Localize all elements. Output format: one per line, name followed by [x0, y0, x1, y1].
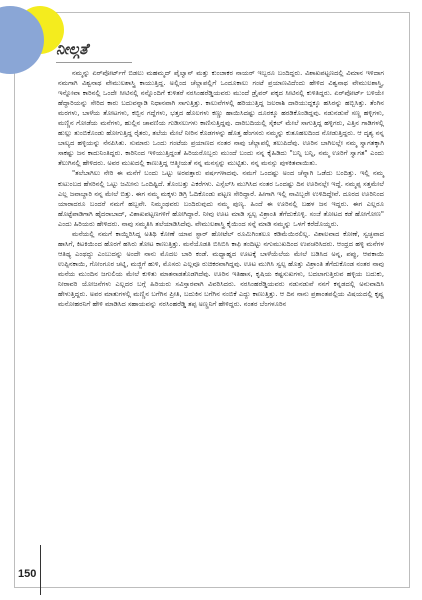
heading-underline: [56, 62, 132, 63]
body-text: [58, 68, 384, 309]
page-heading: ನೀಲ್ಗತೆ: [56, 40, 88, 58]
margin-rule: [40, 545, 41, 595]
page-number: 150: [18, 568, 37, 580]
paragraph: ನಮ್ಮನ್ನು ಏರ್‌ಪೋರ್ಟ್‌ಗೆ ಬಿಡಲು ಮಹಮ್ಮದ್ ಪೈಲ್ವಾನ್ ಮತ್ತು ಕುಂಜಾಕರ ನಾಯರ್ ಇಬ್ಬರೂ ಬಂದಿದ್ದರು. ವಿಶಾಖಪಟ್ಟಣದಲ್ಲಿ ವಿಮಾನ ಇಳಿದಾಗ ನಮಗಾಗಿ ವಿಶ್ವನಾಥ ವೇಮುಲಶಾಸ್ತ್ರಿ ಕಾಯುತ್ತಿದ್ದ. ಅಲ್ಲಿಂದ ಚೆಲ್ಲಾಪಲ್ಲಿಗೆ ಒಂದೂಕಾಲು ಗಂಟೆ ಪ್ರಯಾಣವಿದೆಂದು ಹೇಳಿದ ವಿಶ್ವನಾಥ ವೇಮುಲಶಾಸ್ತ್ರಿ, ಇನ್ನೋವಾ ಕಾರಿನಲ್ಲಿ ಒಂದೇ ಸೀಟಿನಲ್ಲಿ ನನ್ನೊಂದಿಗೆ ಕುಳಿತರೆ ನರಸಿಂಹರೆಡ್ಡಿಯವರು ಮುಂದೆ ಡ್ರೈವರ್ ಪಕ್ಕದ ಸೀಟಿನಲ್ಲಿ ಕುಳಿತಿದ್ದರು. ಏರ್‌ಪೋರ್ಟ್ ಬಳಿಯೇ ಹೆದ್ದಾರಿಯನ್ನು ಸೇರಿದ ಕಾರು ಬದುವನ್ನಾಡಿ ನಿಧಾನವಾಗಿ ಸಾಗುತ್ತಿತ್ತು. ಕಾಲುವೆಗಳಲ್ಲಿ ಹರಿಯುತ್ತಿದ್ದ ಜಲರಾಶಿ ದಾರಿಯುದ್ದಕ್ಕೂ ಹಸಿರನ್ನು ಹಬ್ಬಿಸಿತ್ತು. ತೆಂಗಿನ ಮರಗಳು, ಬಾಳೆಯ ತೋಟಗಳು, ಕಬ್ಬಿನ ಗದ್ದೆಗಳು, ಭತ್ತದ ಹೊಲಗಳು ಕಣ್ಣು ಹಾಯಿಸಿದಷ್ಟು ದೂರಕ್ಕೂ ಹರಡಿಕೊಂಡಿದ್ದವು. ನಡುನಡುವೆ ಸಣ್ಣ ಹಳ್ಳಿಗಳು, ಮಣ್ಣಿನ ಗೋಡೆಯ ಮನೆಗಳು, ಹುಲ್ಲಿನ ಚಾವಣಿಯ ಗುಡಿಸಲುಗಳು ಕಾಣಿಸುತ್ತಿದ್ದವು. ದಾರಿಬದಿಯಲ್ಲಿ ಸೈಕಲ್ ಮೇಲೆ ಸಾಗುತ್ತಿದ್ದ ಹಳ್ಳಿಗರು, ಎತ್ತಿನ ಗಾಡಿಗಳಲ್ಲಿ ಹುಲ್ಲು ತುಂಬಿಕೊಂಡು ಹೋಗುತ್ತಿದ್ದ ರೈತರು, ತಲೆಯ ಮೇಲೆ ನೀರಿನ ಕೊಡಗಳನ್ನು ಹೊತ್ತ ಹೆಂಗಸರು ನಮ್ಮನ್ನು ಕುತೂಹಲದಿಂದ ನೋಡುತ್ತಿದ್ದರು. ಆ ದೃಶ್ಯ ನನ್ನ ಬಾಲ್ಯದ ಹಳ್ಳಿಯನ್ನು ನೆನಪಿಸಿತು. ಸುಮಾರು ಒಂದು ಗಂಟೆಯ ಪ್ರಯಾಣದ ನಂತರ ನಾವು ಚೆಲ್ಲಾಪಲ್ಲಿ ತಲುಪಿದೆವು. ಊರಿನ ಬಾಗಿಲಲ್ಲೇ ನಮ್ಮ ಸ್ವಾಗತಕ್ಕಾಗಿ ಸಾಕಷ್ಟು ಜನ ಕಾದುನಿಂತಿದ್ದರು. ಕಾರಿನಿಂದ ಇಳಿಯುತ್ತಿದ್ದಂತೆ ಹಿರಿಯರೊಬ್ಬರು ಮುಂದೆ ಬಂದು ನನ್ನ ಕೈಹಿಡಿದು "ಬನ್ನಿ ಬನ್ನಿ, ನಮ್ಮ ಊರಿಗೆ ಸ್ವಾಗತ" ಎಂದು ತೆಲುಗಿನಲ್ಲಿ ಹೇಳಿದರು. ಅವರ ಮುಖದಲ್ಲಿ ಕಾಣುತ್ತಿದ್ದ ಆತ್ಮೀಯತೆ ನನ್ನ ಮನಸ್ಸನ್ನು ಮುಟ್ಟಿತು. ನನ್ನ ಮನಸ್ಸು ಪುಳಕಿತವಾಯಿತು.: [58, 69, 384, 168]
paragraph: "ತಲೆಬಾಗಿಲು ನೇರಿ ಈ ಮನೆಗೆ ಬಂದು ಒಟ್ಟು ಅರವತ್ತಾರು ವರ್ಷಗಳಾದವು. ನಮಗೆ ಒಂದಷ್ಟು ಅಂದ ಚೆನ್ನಾಗಿ ಒಡೆದು ಬಂದಿತ್ತು. ಇಲ್ಲಿ ನಮ್ಮ ಕುಟುಂಬದ ಹೆಸರಿನಲ್ಲಿ ಒಟ್ಟು ಜಮೀನು ಒಂದಿಷ್ಟಿದೆ. ತೊಂಬತ್ತು ಎಕರೆಗಳು. ಎಸ್ಸೆಲ್‌ಸಿ ಮುಗಿಸಿದ ನಂತರ ಒಂದಷ್ಟು ದಿನ ಊರಿನಲ್ಲೇ ಇದ್ದೆ. ನಮ್ಮಪ್ಪ ಸತ್ತಮೇಲೆ ಎಲ್ಲ ಜವಾಬ್ದಾರಿ ನನ್ನ ಮೇಲೆ ಬಿತ್ತು. ಈಗ ನಮ್ಮ ಮಕ್ಕಳು ಡಿಗ್ರಿ ಓದಿಕೊಂಡು ಪಟ್ಟಣ ಸೇರಿದ್ದಾರೆ. ಹೀಗಾಗಿ ಇಲ್ಲಿ ನಾವಿಬ್ಬರೇ ಉಳಿದಿದ್ದೇವೆ. ದೂರದ ಊರಿನಿಂದ ಯಾರಾದರೂ ಬಂದರೆ ನಮಗೆ ಹಬ್ಬವೇ. ನಿಮ್ಮಂಥವರು ಬಂದಿರುವುದು ನಮ್ಮ ಪುಣ್ಯ. ಹಿಂದೆ ಈ ಊರಿನಲ್ಲಿ ಬಹಳ ಜನ ಇದ್ದರು. ಈಗ ಎಲ್ಲರೂ ಹೊಟ್ಟೆಪಾಡಿಗಾಗಿ ಹೈದರಾಬಾದ್, ವಿಶಾಖಪಟ್ಟಣಗಳಿಗೆ ಹೋಗಿದ್ದಾರೆ. ನೀವು ಊಟ ಮಾಡಿ ಸ್ವಲ್ಪ ವಿಶ್ರಾಂತಿ ತೆಗೆದುಕೊಳ್ಳಿ. ಸಂಜೆ ತೋಟದ ಕಡೆ ಹೋಗೋಣ" ಎಂದು ಹಿರಿಯರು ಹೇಳಿದರು. ನಾವು ಸಮ್ಮತಿಸಿ ತಲೆಯಾಡಿಸಿದೆವು. ವೇಮುಲಶಾಸ್ತ್ರಿ ಕೈಯಿಂದ ಸನ್ನೆ ಮಾಡಿ ನಮ್ಮನ್ನು ಒಳಗೆ ಕರೆದೊಯ್ದರು.: [58, 169, 384, 228]
paragraph: ಮನೆಯಲ್ಲಿ ನಮಗೆ ಕಾಯ್ದಿರಿಸಿದ್ದ ಅತಿಥಿ ಕೋಣೆ ಯಾವ ಸ್ಟಾರ್ ಹೋಟೆಲ್ ರೂಮಿಗಿಂತಲೂ ಕಡಿಮೆಯಿರಲಿಲ್ಲ. ವಿಶಾಲವಾದ ಕೋಣೆ, ಸ್ವಚ್ಛವಾದ ಹಾಸಿಗೆ, ಕಿಟಕಿಯಿಂದ ಹೊರಗೆ ಹಸಿರು ತೋಟ ಕಾಣುತ್ತಿತ್ತು. ಮನೆಯೊಡತಿ ಬಿಸಿಬಿಸಿ ಕಾಫಿ ತಂದಿಟ್ಟು ನಗುಮುಖದಿಂದ ಉಪಚರಿಸಿದರು. ಆಂಧ್ರದ ಹಳ್ಳಿ ಮನೆಗಳ ಆತಿಥ್ಯ ಎಂಥದ್ದು ಎಂಬುದನ್ನು ಅಂದೇ ನಾನು ಮೊದಲ ಬಾರಿ ಕಂಡೆ. ಮಧ್ಯಾಹ್ನದ ಊಟಕ್ಕೆ ಬಾಳೆಯೆಲೆಯ ಮೇಲೆ ಬಡಿಸಿದ ಅನ್ನ, ಪಪ್ಪು, ಆವಕಾಯಿ ಉಪ್ಪಿನಕಾಯಿ, ಗೋಂಗೂರ ಚಟ್ನಿ, ಮಜ್ಜಿಗೆ ಹುಳಿ, ಮೊಸರು ಎಲ್ಲವೂ ರುಚಿಕರವಾಗಿದ್ದವು. ಊಟ ಮುಗಿಸಿ ಸ್ವಲ್ಪ ಹೊತ್ತು ವಿಶ್ರಾಂತಿ ತೆಗೆದುಕೊಂಡ ನಂತರ ನಾವು ಮನೆಯ ಮುಂದಿನ ಜಗುಲಿಯ ಮೇಲೆ ಕುಳಿತು ಮಾತನಾಡತೊಡಗಿದೆವು. ಊರಿನ ಇತಿಹಾಸ, ಕೃಷಿಯ ಕಷ್ಟಸುಖಗಳು, ಬದಲಾಗುತ್ತಿರುವ ಹಳ್ಳಿಯ ಬದುಕು, ನೀರಾವರಿ ಯೋಜನೆಗಳು ಎಲ್ಲದರ ಬಗ್ಗೆ ಹಿರಿಯರು ಸವಿಸ್ತಾರವಾಗಿ ವಿವರಿಸಿದರು. ನರಸಿಂಹರೆಡ್ಡಿಯವರು ನಡುನಡುವೆ ನನಗೆ ಕನ್ನಡದಲ್ಲಿ ಅನುವಾದಿಸಿ ಹೇಳುತ್ತಿದ್ದರು. ಅವರ ಮಾತುಗಳಲ್ಲಿ ಮಣ್ಣಿನ ಬಗೆಗಿನ ಪ್ರೀತಿ, ಬದುಕಿನ ಬಗೆಗಿನ ನಂಬಿಕೆ ಎದ್ದು ಕಾಣುತ್ತಿತ್ತು. ಆ ದಿನ ನಾನು ಪ್ರಶಾಂತಪಲ್ಲಿಯ ವಿಷಯದಲ್ಲಿ ಕೃಷ್ಣ ಮನೋಹರನಿಗೆ ಹೇಳಿ ಮಾಡಿಸಿದ ಸಹಾಯವನ್ನು ನರಸಿಂಹರೆಡ್ಡಿ ತಪ್ಪ ಅಣ್ಣನಿಗೆ ಹೇಳಿದ್ದರು. ನಂತರ ಬೆಂಗಳೂರಿನ: [58, 229, 384, 309]
